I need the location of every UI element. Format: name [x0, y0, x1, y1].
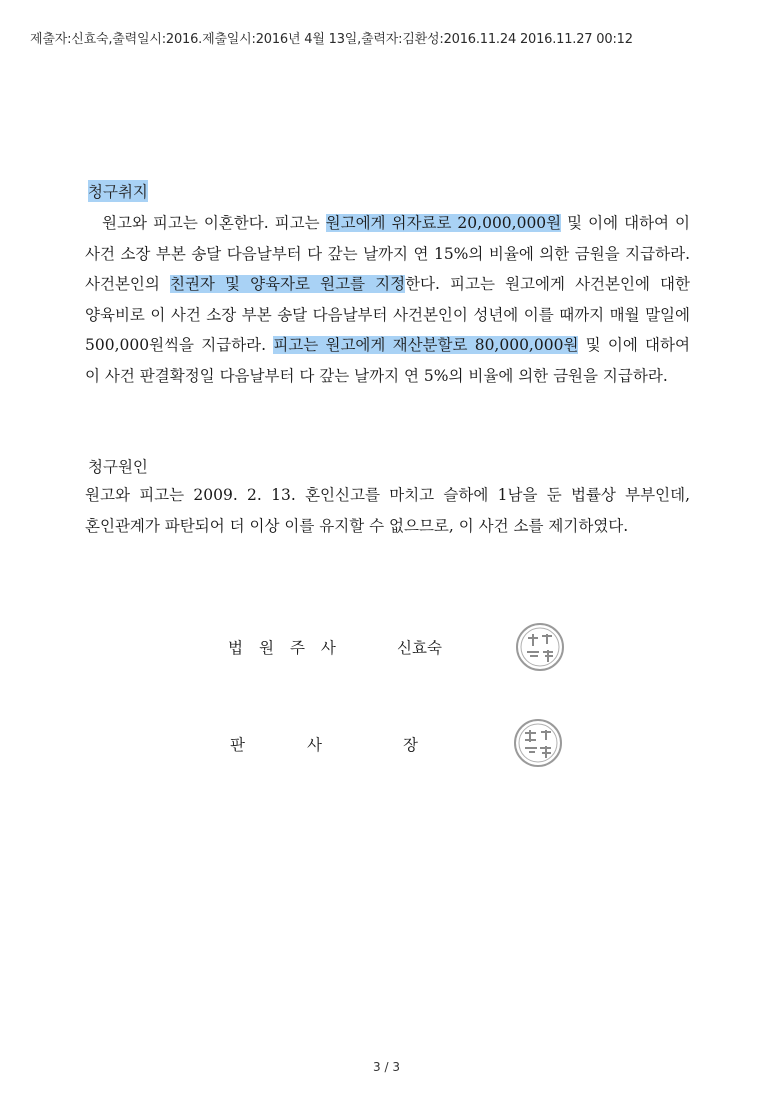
- judge-row: [230, 733, 430, 755]
- claim-cause-body: [85, 480, 690, 541]
- clerk-seal-icon: [515, 622, 565, 672]
- highlighted-text: 친권자 및 양육자로 원고를 지정: [169, 275, 406, 293]
- clerk-name: 신효숙: [397, 639, 442, 657]
- judge-name: 장: [403, 736, 418, 754]
- claim-purpose-body: [85, 208, 690, 391]
- highlighted-text: 원고에게 위자료로 20,000,000원: [325, 214, 562, 232]
- page-number: 3 / 3: [373, 1060, 400, 1074]
- body-text: 한다. 피고는 원고에게 사건본인에 대한 양육비로 이 사건 소장 부본 송달 다음날부터 사건본인이 성년에 이를 때까지 매월 말일에 500,000원씩을 지급하라.: [85, 275, 691, 354]
- claim-purpose-title: 청구취지: [88, 180, 148, 202]
- clerk-title: 법원주사: [228, 639, 352, 657]
- claim-cause-text: 원고와 피고는 2009. 2. 13. 혼인신고를 마치고 슬하에 1남을 둔 법률상 부부인데, 혼인관계가 파탄되어 더 이상 이를 유지할 수 없으므로, 이 사건 소를 제기하였다.: [85, 486, 690, 535]
- body-text: 및 이에 대하여 이 사건 소장 부본 송달 다음날부터 다 갚는 날까지 연 15%의 비율에 의한 금원을 지급하라. 사건본인의: [85, 214, 691, 293]
- document-header: 제출자:신효숙,출력일시:2016.제출일시:2016년 4월 13일,출력자:김환성:2016.11.24 2016.11.27 00:12: [30, 32, 633, 47]
- judge-seal-icon: [513, 718, 563, 768]
- highlighted-text: 피고는 원고에게 재산분할로 80,000,000원: [273, 336, 579, 354]
- judge-title: 판 사: [230, 736, 322, 754]
- body-text: 원고와 피고는 이혼한다. 피고는: [102, 214, 326, 232]
- claim-cause-title: 청구원인: [88, 458, 148, 476]
- body-text: 및 이에 대하여 이 사건 판결확정일 다음날부터 다 갚는 날까지 연 5%의 비율에 의한 금원을 지급하라.: [85, 336, 690, 385]
